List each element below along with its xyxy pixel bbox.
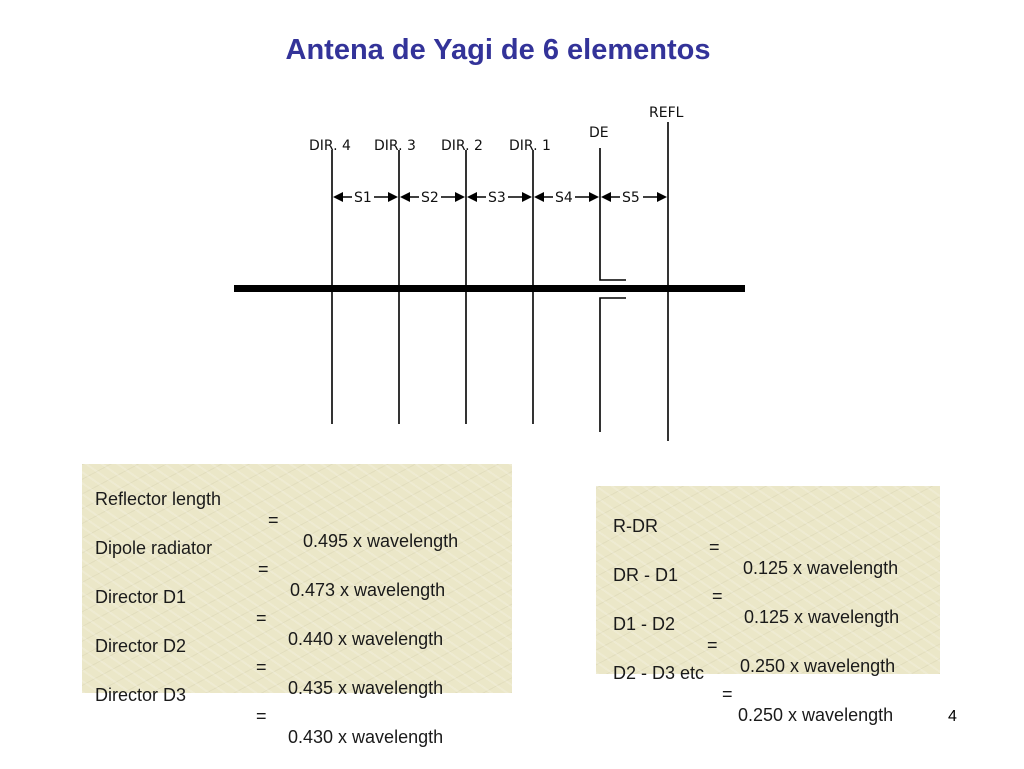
- row-value: 0.430 x wavelength: [288, 727, 444, 747]
- row-equals: =: [256, 706, 267, 726]
- spacing-label-s2: S2: [421, 190, 439, 206]
- row-name: D1 - D2: [613, 614, 676, 634]
- spacing-s3: [467, 190, 532, 206]
- row-equals: =: [712, 586, 723, 606]
- row-equals: =: [707, 635, 718, 655]
- label-dir2: DIR. 2: [441, 138, 483, 154]
- arrowhead-left: [534, 192, 544, 202]
- spacing-label-s4: S4: [555, 190, 573, 206]
- element-spacing-table: [596, 486, 940, 725]
- row-value: 0.435 x wavelength: [288, 678, 444, 698]
- label-dir1: DIR. 1: [509, 138, 551, 154]
- row-name: R-DR: [613, 516, 658, 536]
- row-name: D2 - D3 etc: [613, 663, 705, 683]
- row-equals: =: [256, 608, 267, 628]
- row-equals: =: [258, 559, 269, 579]
- spacing-label-s3: S3: [488, 190, 506, 206]
- row-value: 0.250 x wavelength: [738, 705, 894, 725]
- label-dir4: DIR. 4: [309, 138, 351, 154]
- slide-title: Antena de Yagi de 6 elementos: [285, 34, 711, 66]
- row-value: 0.495 x wavelength: [303, 531, 459, 551]
- row-value: 0.473 x wavelength: [290, 580, 446, 600]
- row-name: DR - D1: [613, 565, 679, 585]
- row-name: Director D1: [95, 587, 187, 607]
- row-equals: =: [709, 537, 720, 557]
- row-name: Director D2: [95, 636, 187, 656]
- arrowhead-right: [657, 192, 667, 202]
- element-de-upper: [600, 148, 626, 280]
- arrowhead-left: [400, 192, 410, 202]
- arrowhead-right: [522, 192, 532, 202]
- spacing-s5: [601, 190, 667, 206]
- spacing-label-s5: S5: [622, 190, 640, 206]
- row-equals: =: [722, 684, 733, 704]
- arrowhead-right: [589, 192, 599, 202]
- spacing-label-s1: S1: [354, 190, 372, 206]
- label-refl: REFL: [649, 105, 684, 121]
- label-dir3: DIR. 3: [374, 138, 416, 154]
- arrowhead-right: [388, 192, 398, 202]
- spacing-s1: [333, 190, 398, 206]
- table-row: [596, 642, 894, 747]
- label-de: DE: [589, 125, 609, 141]
- arrowhead-left: [467, 192, 477, 202]
- page-number: 4: [948, 708, 957, 725]
- row-value: 0.125 x wavelength: [743, 558, 899, 578]
- spacing-s4: [534, 190, 599, 206]
- row-value: 0.125 x wavelength: [744, 607, 900, 627]
- row-name: Director D3: [95, 685, 187, 705]
- row-equals: =: [268, 510, 279, 530]
- row-value: 0.440 x wavelength: [288, 629, 444, 649]
- element-de-lower: [600, 298, 626, 432]
- spacing-s2: [400, 190, 465, 206]
- row-equals: =: [256, 657, 267, 677]
- element-lengths-table: [82, 464, 512, 747]
- row-name: Dipole radiator: [95, 538, 213, 558]
- arrowhead-left: [601, 192, 611, 202]
- arrowhead-right: [455, 192, 465, 202]
- row-value: 0.250 x wavelength: [740, 656, 896, 676]
- arrowhead-left: [333, 192, 343, 202]
- row-name: Reflector length: [95, 489, 222, 509]
